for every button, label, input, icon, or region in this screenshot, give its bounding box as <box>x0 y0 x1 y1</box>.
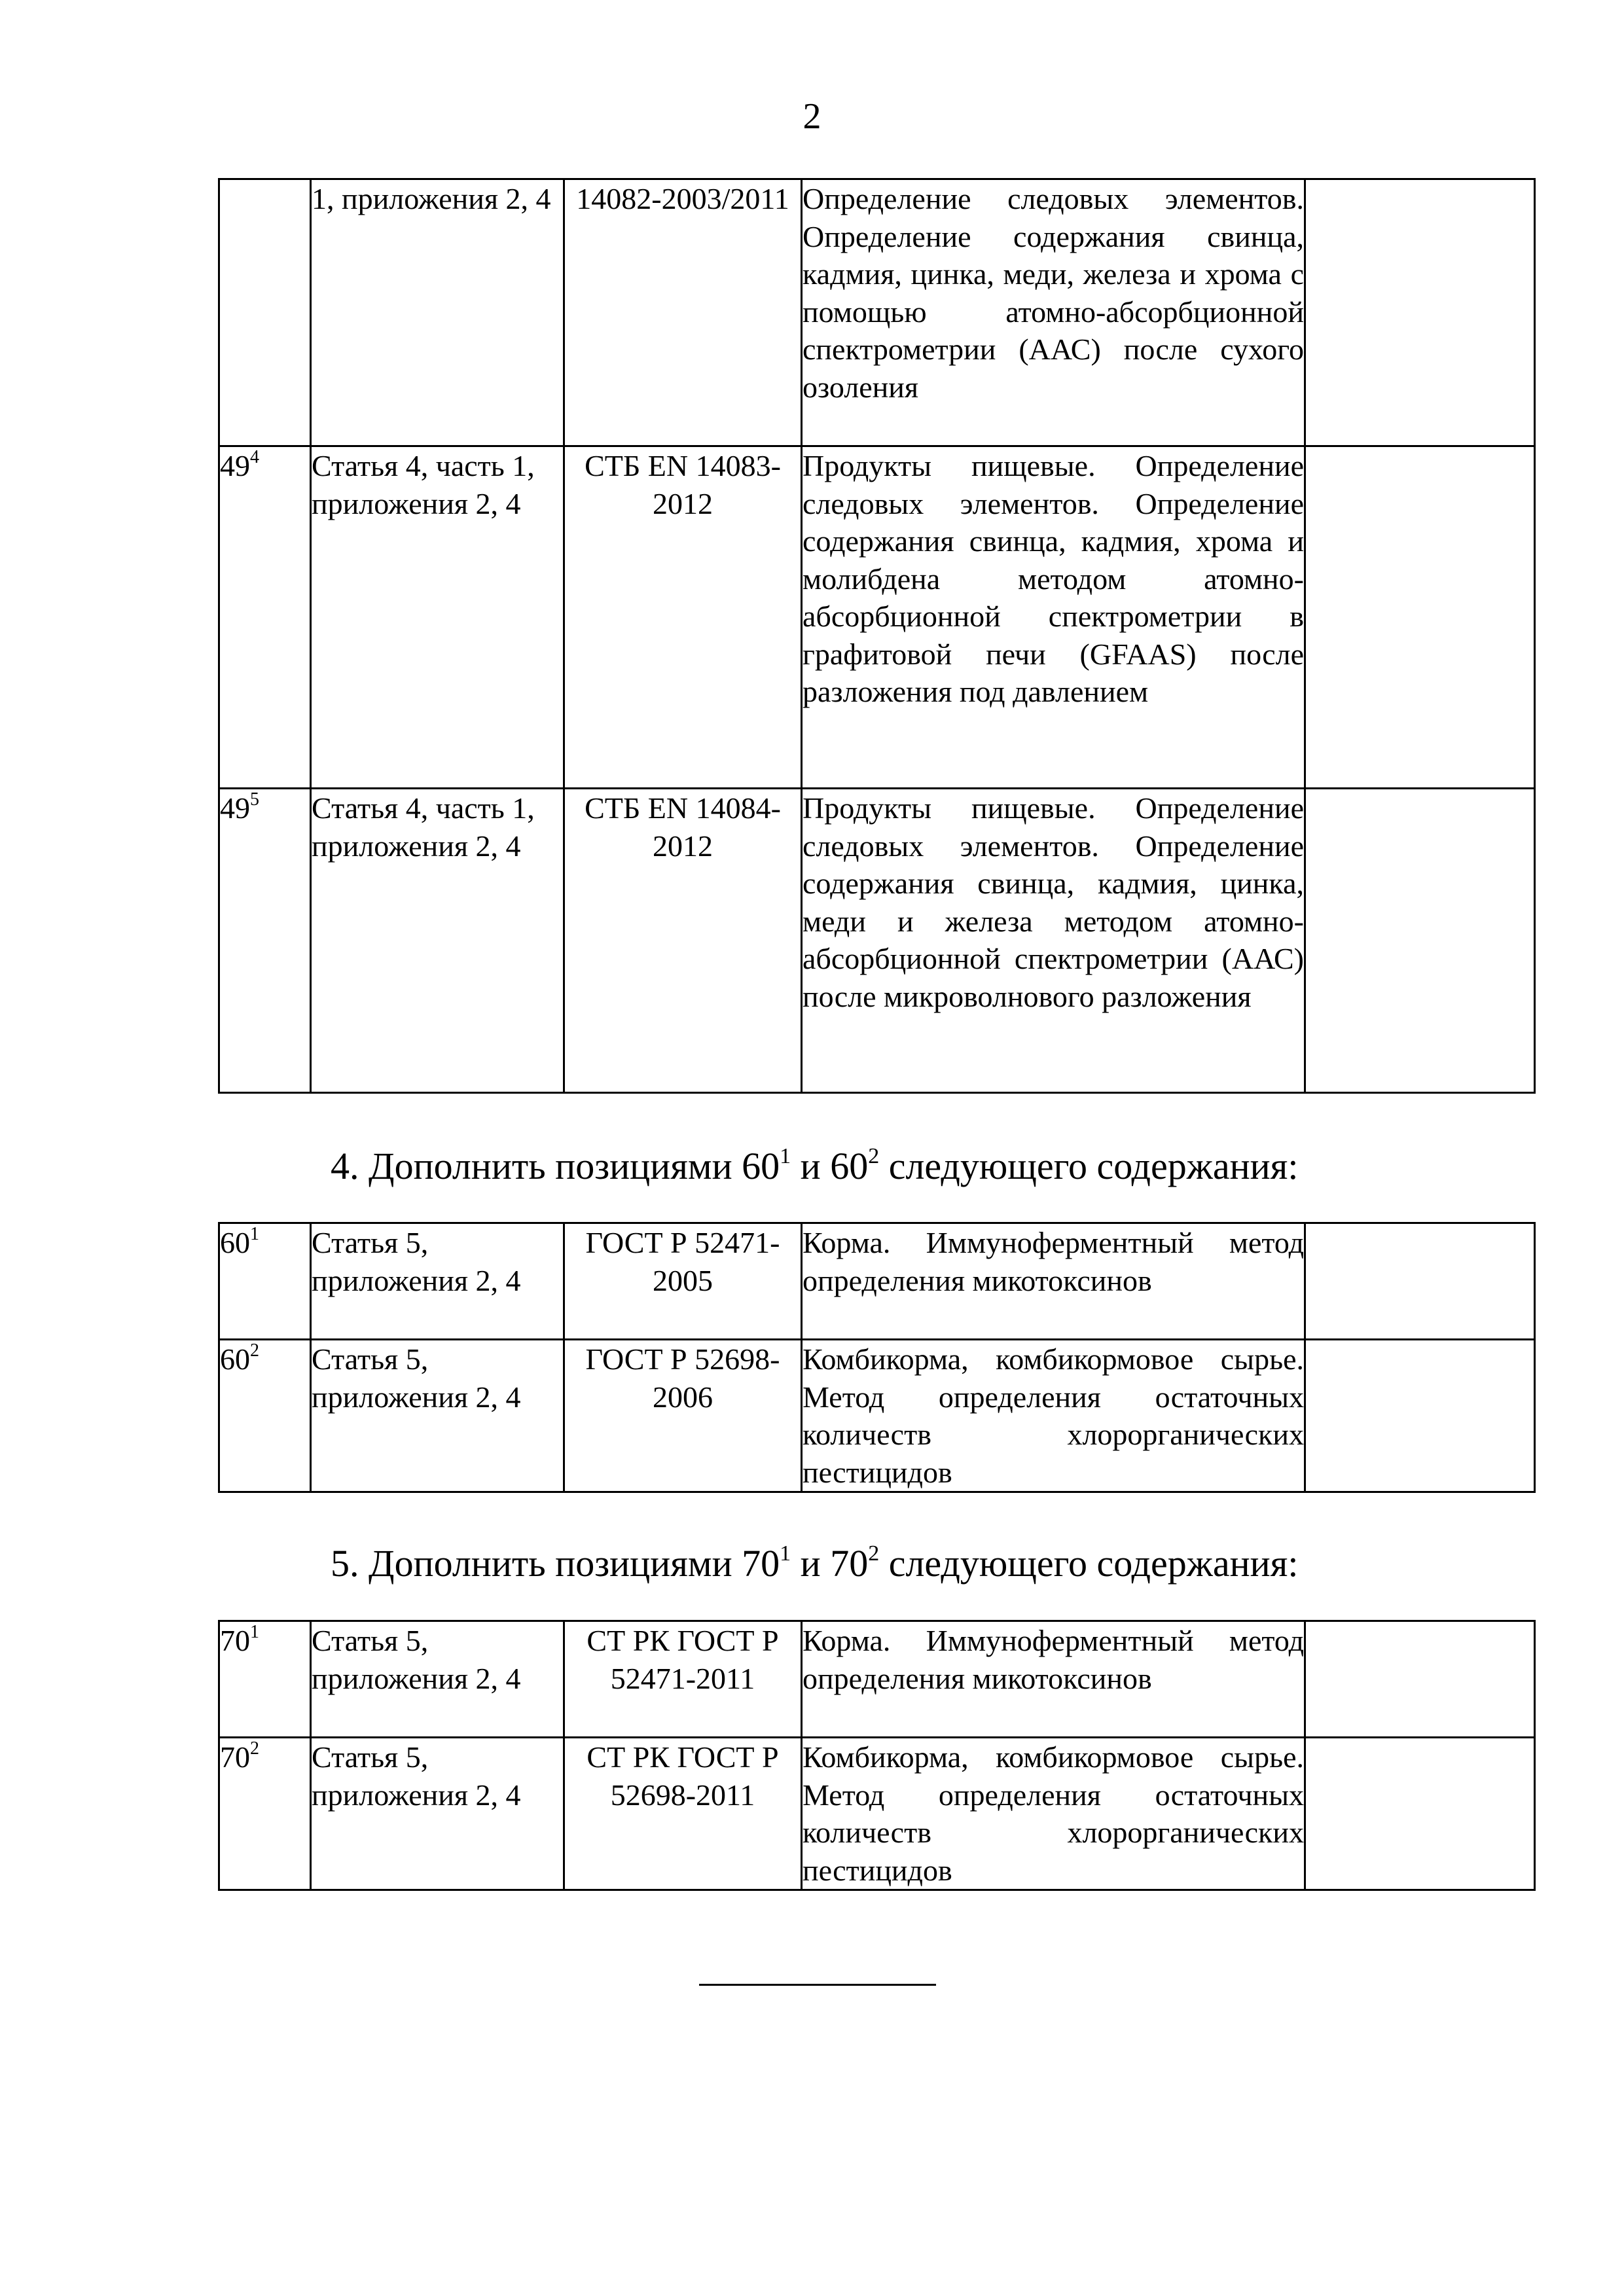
position-number-cell <box>219 179 311 446</box>
heading-superscript: 1 <box>780 1143 791 1168</box>
position-superscript: 4 <box>250 446 259 467</box>
position-superscript: 2 <box>250 1738 259 1759</box>
heading-text: 5. Дополнить позициями 70 <box>331 1542 780 1585</box>
empty-cell <box>1305 789 1535 1093</box>
description-cell: Корма. Иммуноферментный метод определения микотоксинов <box>802 1621 1305 1738</box>
description-cell: Комбикорма, комбикормовое сырье. Метод определения остаточных количеств хлорорганических пестицидов <box>802 1340 1305 1492</box>
article-cell: Статья 5, приложения 2, 4 <box>311 1340 564 1492</box>
heading-text: и 60 <box>791 1145 869 1187</box>
empty-cell <box>1305 1223 1535 1340</box>
heading-text: 4. Дополнить позициями 60 <box>331 1145 780 1187</box>
standard-cell: ГОСТ Р 52698-2006 <box>564 1340 802 1492</box>
standard-cell: СТ РК ГОСТ Р 52471-2011 <box>564 1621 802 1738</box>
table-row <box>219 1340 1535 1492</box>
standard-cell: ГОСТ Р 52471-2005 <box>564 1223 802 1340</box>
heading-text: следующего содержания: <box>879 1542 1299 1585</box>
description-cell: Корма. Иммуноферментный метод определения микотоксинов <box>802 1223 1305 1340</box>
article-cell: Статья 4, часть 1, приложения 2, 4 <box>311 789 564 1093</box>
article-cell: Статья 4, часть 1, приложения 2, 4 <box>311 446 564 789</box>
empty-cell <box>1305 446 1535 789</box>
article-cell: 1, приложения 2, 4 <box>311 179 564 446</box>
heading-superscript: 2 <box>868 1143 880 1168</box>
article-cell: Статья 5, приложения 2, 4 <box>311 1621 564 1738</box>
position-superscript: 1 <box>250 1621 259 1642</box>
article-cell: Статья 5, приложения 2, 4 <box>311 1738 564 1890</box>
description-cell: Определение следовых элементов. Определение содержания свинца, кадмия, цинка, меди, железа и хрома с помощью атомно-абсорбционной спектрометрии (ААС) после сухого озоления <box>802 179 1305 446</box>
position-number: 60 <box>220 1226 250 1259</box>
position-number: 49 <box>220 449 250 482</box>
standard-cell: 14082-2003/2011 <box>564 179 802 446</box>
heading-superscript: 1 <box>780 1541 791 1566</box>
position-number: 70 <box>220 1624 250 1657</box>
heading-text: следующего содержания: <box>879 1145 1299 1187</box>
position-number-cell <box>219 789 311 1093</box>
positions-table-49 <box>218 178 1536 1094</box>
footer-rule <box>699 1984 936 1986</box>
position-number-cell <box>219 1340 311 1492</box>
table-row <box>219 789 1535 1093</box>
article-cell: Статья 5, приложения 2, 4 <box>311 1223 564 1340</box>
table-row <box>219 179 1535 446</box>
page-number: 2 <box>803 96 821 137</box>
section-heading-5 <box>331 1541 1574 1586</box>
table-row <box>219 1738 1535 1890</box>
position-superscript: 2 <box>250 1340 259 1361</box>
standard-cell: СТБ EN 14083-2012 <box>564 446 802 789</box>
position-number: 60 <box>220 1342 250 1376</box>
description-cell: Комбикорма, комбикормовое сырье. Метод определения остаточных количеств хлорорганических пестицидов <box>802 1738 1305 1890</box>
empty-cell <box>1305 1738 1535 1890</box>
table-row <box>219 1621 1535 1738</box>
position-superscript: 5 <box>250 789 259 810</box>
empty-cell <box>1305 1621 1535 1738</box>
table-row <box>219 446 1535 789</box>
empty-cell <box>1305 179 1535 446</box>
position-superscript: 1 <box>250 1223 259 1244</box>
position-number-cell <box>219 446 311 789</box>
position-number: 70 <box>220 1740 250 1774</box>
position-number-cell <box>219 1738 311 1890</box>
position-number: 49 <box>220 791 250 825</box>
description-cell: Продукты пищевые. Определение следовых элементов. Определение содержания свинца, кадмия, хрома и молибдена методом атомно-абсорбционной спектрометрии в графитовой печи (GFAAS) после разложения под давлением <box>802 446 1305 789</box>
standard-cell: СТБ EN 14084-2012 <box>564 789 802 1093</box>
table-row <box>219 1223 1535 1340</box>
position-number-cell <box>219 1223 311 1340</box>
heading-text: и 70 <box>791 1542 869 1585</box>
position-number-cell <box>219 1621 311 1738</box>
description-cell: Продукты пищевые. Определение следовых элементов. Определение содержания свинца, кадмия, цинка, меди и железа методом атомно-абсорбционной спектрометрии (ААС) после микроволнового разложения <box>802 789 1305 1093</box>
standard-cell: СТ РК ГОСТ Р 52698-2011 <box>564 1738 802 1890</box>
positions-table-60 <box>218 1222 1536 1493</box>
heading-superscript: 2 <box>868 1541 880 1566</box>
section-heading-4 <box>331 1144 1574 1189</box>
positions-table-70 <box>218 1620 1536 1891</box>
empty-cell <box>1305 1340 1535 1492</box>
